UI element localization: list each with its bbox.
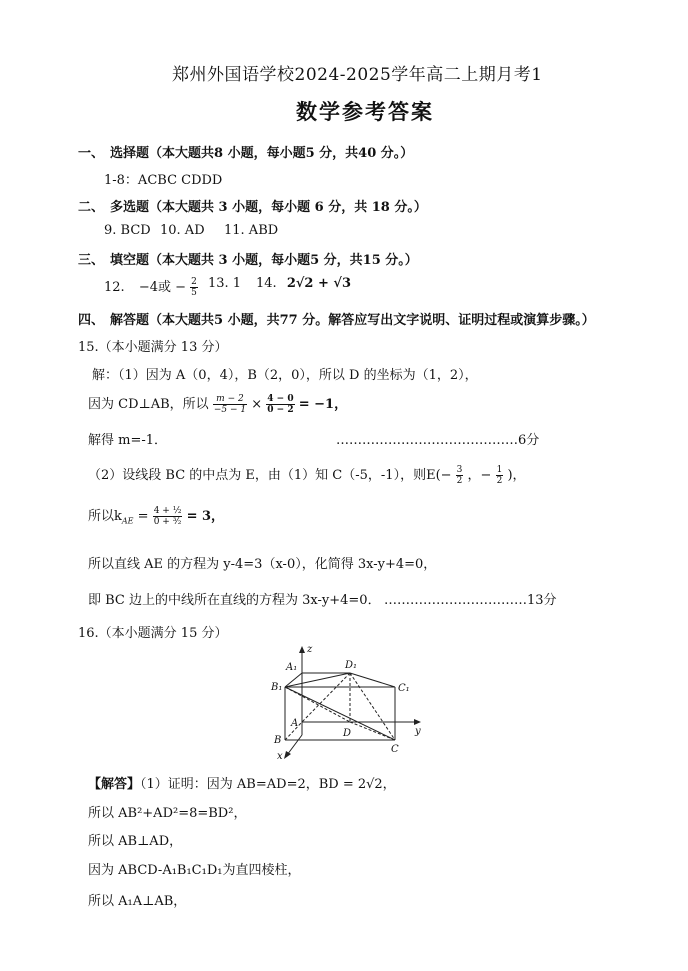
answer-13: 13. 1 [208, 276, 242, 291]
answer-12-value: −4或 − [138, 280, 187, 295]
fraction-numerator: 1 [496, 465, 503, 475]
q15-fraction-3 [456, 465, 464, 486]
q16-line3: 所以 AB⊥AD， [88, 834, 183, 849]
section-2-number: 二、 [78, 200, 105, 215]
answer-14-prefix: 14. [256, 276, 277, 291]
x-axis [287, 735, 302, 755]
q16-line4: 因为 ABCD-A₁B₁C₁D₁为直四棱柱， [88, 863, 301, 878]
q15-line6: 所以直线 AE 的方程为 y-4=3（x-0），化简得 3x-y+4=0， [88, 557, 437, 572]
q15-line4-mid: ，− [467, 468, 492, 483]
q16-answer-tag: 【解答】 [88, 777, 141, 792]
q15-fraction-4 [496, 465, 504, 486]
label-D1: D₁ [345, 660, 358, 671]
fraction-denominator: 5 [191, 288, 197, 298]
fraction-denominator: 0 − 2 [267, 405, 294, 415]
fraction-numerator: 2 [191, 277, 197, 287]
prism-diagram [255, 640, 435, 765]
z-arrow [299, 646, 305, 653]
fraction-denominator: 2 [496, 476, 503, 486]
fraction-numerator: 4 − 0 [267, 394, 294, 404]
q15-line5-text: 所以k [88, 509, 122, 524]
fraction-numerator: 3 [456, 465, 463, 475]
q15-fraction-2 [266, 394, 294, 415]
times-sign: × [251, 397, 263, 412]
q15-score-13: ……………………………13分 [384, 593, 557, 608]
q15-line4-text: （2）设线段 BC 的中点为 E，由（1）知 C（-5，-1），则E(− [88, 468, 452, 483]
fraction-denominator: 2 [456, 476, 463, 486]
section-1-answers: 1-8：ACBC CDDD [104, 173, 223, 188]
answer-9: 9. BCD [104, 223, 151, 238]
q15-line4-end: )， [507, 468, 526, 483]
q16-line1 [88, 773, 396, 792]
answer-12-prefix: 12. [104, 280, 125, 295]
section-3-number: 三、 [78, 253, 105, 268]
q15-slope-subscript: AE [121, 516, 134, 526]
label-y: y [415, 726, 421, 737]
answer-12 [104, 276, 198, 298]
label-D: D [343, 728, 352, 739]
q15-fraction-1 [213, 394, 247, 415]
answer-10: 10. AD [160, 223, 205, 238]
fraction-denominator: −5 − 1 [213, 405, 247, 415]
section-1-number: 一、 [78, 146, 105, 161]
equals-sign: = [137, 509, 149, 524]
q15-line2 [88, 393, 347, 415]
q16-header: 16.（本小题满分 15 分） [78, 626, 228, 641]
label-A: A [291, 718, 299, 729]
label-z: z [307, 644, 313, 655]
q15-fraction-5 [153, 506, 183, 527]
section-2-title: 多选题（本大题共 3 小题，每小题 6 分，共 18 分。） [110, 200, 427, 215]
q15-header: 15.（本小题满分 13 分） [78, 340, 228, 355]
q15-line2-text: 因为 CD⊥AB，所以 [88, 397, 209, 412]
q15-line7: 即 BC 边上的中线所在直线的方程为 3x-y+4=0． [88, 593, 381, 608]
label-B: B [274, 735, 282, 746]
q15-line5-end: = 3， [186, 509, 225, 524]
school-title: 郑州外国语学校2024-2025学年高二上期月考1 [172, 65, 543, 85]
label-B1: B₁ [271, 682, 283, 693]
section-3-title: 填空题（本大题共 3 小题，每小题5 分，共15 分。） [110, 253, 418, 268]
section-1-title: 选择题（本大题共8 小题，每小题5 分，共40 分。） [110, 146, 414, 161]
label-A1: A₁ [286, 662, 298, 673]
label-x: x [277, 751, 283, 762]
label-C: C [391, 744, 399, 755]
section-4-number: 四、 [78, 313, 105, 328]
x-arrow [284, 751, 291, 759]
section-4-title: 解答题（本大题共5 小题，共77 分。解答应写出文字说明、证明过程或演算步骤。） [110, 313, 595, 328]
q15-line1: 解：（1）因为 A（0，4），B（2，0），所以 D 的坐标为（1，2）， [92, 368, 478, 383]
document-title: 数学参考答案 [296, 99, 434, 124]
fraction-denominator: 0 + ³⁄₂ [153, 517, 182, 527]
q16-line2: 所以 AB²+AD²=8=BD²， [88, 806, 247, 821]
answer-14-value: 2√2 + √3 [286, 276, 351, 291]
q15-line2-end: = −1， [298, 397, 348, 412]
y-arrow [414, 719, 421, 725]
fraction-numerator: m − 2 [213, 394, 247, 405]
answer-14 [256, 276, 351, 291]
q16-line1-text: （1）证明：因为 AB=AD=2，BD = 2√2， [140, 777, 396, 792]
answer-12-fraction [190, 277, 198, 298]
answer-11: 11. ABD [224, 223, 279, 238]
label-C1: C₁ [398, 683, 410, 694]
q15-line4 [88, 464, 526, 486]
q15-line3: 解得 m=-1． [88, 433, 168, 448]
prism-figure [255, 640, 435, 765]
q15-score-6: ……………………………………6分 [336, 433, 540, 448]
fraction-numerator: 4 + ½ [153, 506, 182, 516]
q16-line5: 所以 A₁A⊥AB， [88, 894, 187, 909]
q15-line5 [88, 505, 224, 527]
